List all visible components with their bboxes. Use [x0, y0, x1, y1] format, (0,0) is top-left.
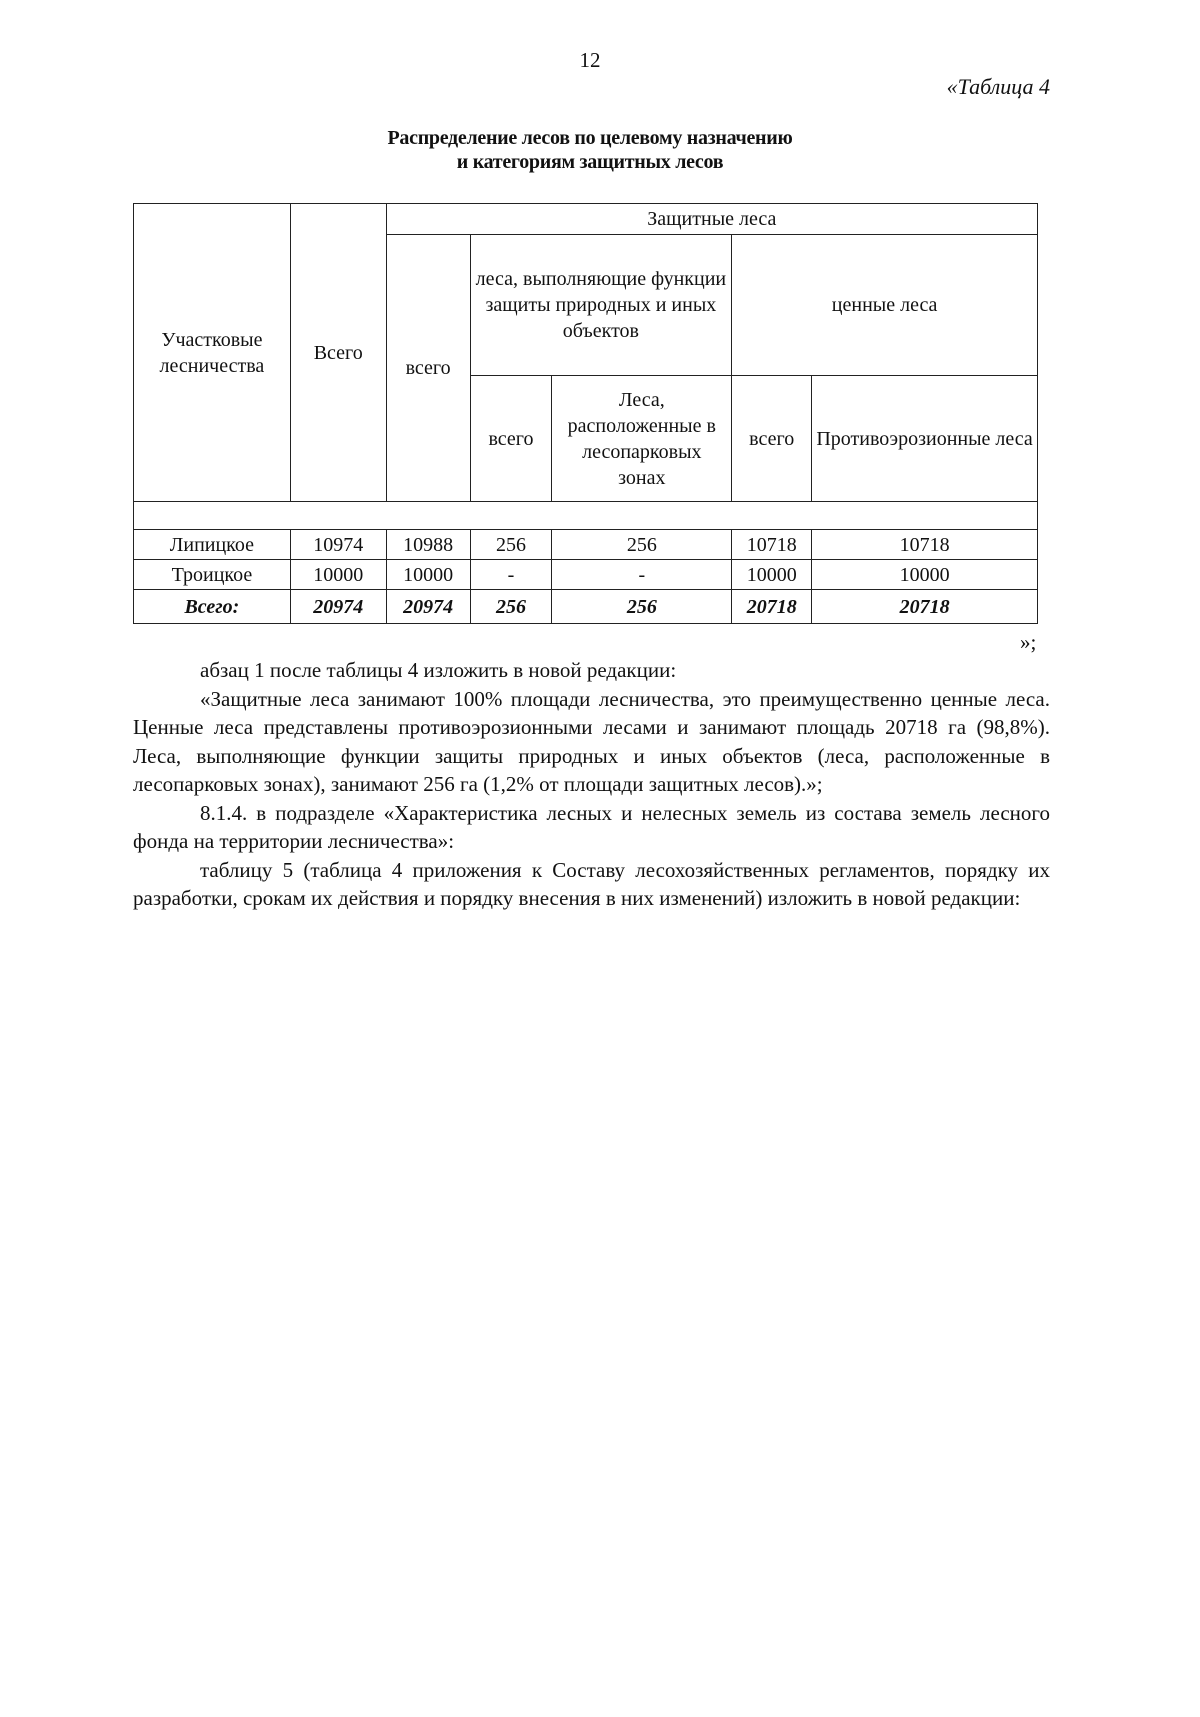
- header-anti-erosion: Противоэрозионные леса: [812, 376, 1038, 502]
- header-protective: Защитные леса: [386, 204, 1037, 235]
- cell: 20974: [386, 590, 470, 624]
- header-forest-park: Леса, расположенные в лесопарковых зонах: [552, 376, 732, 502]
- cell: 256: [552, 590, 732, 624]
- cell: 10000: [732, 560, 812, 590]
- cell: -: [552, 560, 732, 590]
- cell: 10974: [290, 530, 386, 560]
- cell: 10718: [812, 530, 1038, 560]
- table-title: [200, 126, 980, 174]
- cell: 256: [470, 530, 552, 560]
- cell: 20718: [812, 590, 1038, 624]
- title-line: Распределение лесов по целевому назначению: [387, 127, 793, 149]
- cell: -: [470, 560, 552, 590]
- empty-row: [134, 502, 1038, 530]
- title-line: и категориям защитных лесов: [456, 151, 724, 173]
- closing-quote: »;: [1020, 630, 1037, 654]
- cell: 10000: [290, 560, 386, 590]
- header-total: Всего: [290, 204, 386, 502]
- header-pf-total: всего: [470, 376, 552, 502]
- page-number: 12: [579, 48, 601, 72]
- cell: Липицкое: [134, 530, 291, 560]
- cell: 256: [552, 530, 732, 560]
- cell: 256: [470, 590, 552, 624]
- paragraph: абзац 1 после таблицы 4 изложить в новой редакции:: [200, 658, 677, 682]
- table-row: [134, 530, 1038, 560]
- cell: 10000: [386, 560, 470, 590]
- table-row: [134, 560, 1038, 590]
- forest-distribution-table: [133, 203, 1038, 624]
- paragraph: таблицу 5 (таблица 4 приложения к Составу лесохозяйственных регламентов, порядку их разработки, срокам их действия и порядку внесения в них изменений) изложить в новой редакции:: [133, 857, 1050, 910]
- total-row: [134, 590, 1038, 624]
- header-valuable: ценные леса: [732, 235, 1038, 376]
- body-text: [133, 656, 1050, 913]
- cell: Всего:: [134, 590, 291, 624]
- cell: Троицкое: [134, 560, 291, 590]
- header-district: Участковые лесничества: [134, 204, 291, 502]
- cell: 20718: [732, 590, 812, 624]
- header-protective-total: всего: [386, 235, 470, 502]
- paragraph: «Защитные леса занимают 100% площади лесничества, это преимущественно ценные леса. Ценные леса представлены противоэрозионными лесами и занимают площадь 20718 га (98,8%). Леса, выполняющие функции защиты природных и иных объектов (леса, расположенные в лесопарковых зонах), занимают 256 га (1,2% от площади защитных лесов).»;: [133, 686, 1050, 796]
- cell: 10000: [812, 560, 1038, 590]
- paragraph: 8.1.4. в подразделе «Характеристика лесных и нелесных земель из состава земель лесного фонда на территории лесничества»:: [133, 800, 1050, 853]
- cell: 20974: [290, 590, 386, 624]
- header-valuable-total: всего: [732, 376, 812, 502]
- cell: 10718: [732, 530, 812, 560]
- table-reference: «Таблица 4: [946, 74, 1050, 99]
- header-protection-functions: леса, выполняющие функции защиты природных и иных объектов: [470, 235, 732, 376]
- cell: 10988: [386, 530, 470, 560]
